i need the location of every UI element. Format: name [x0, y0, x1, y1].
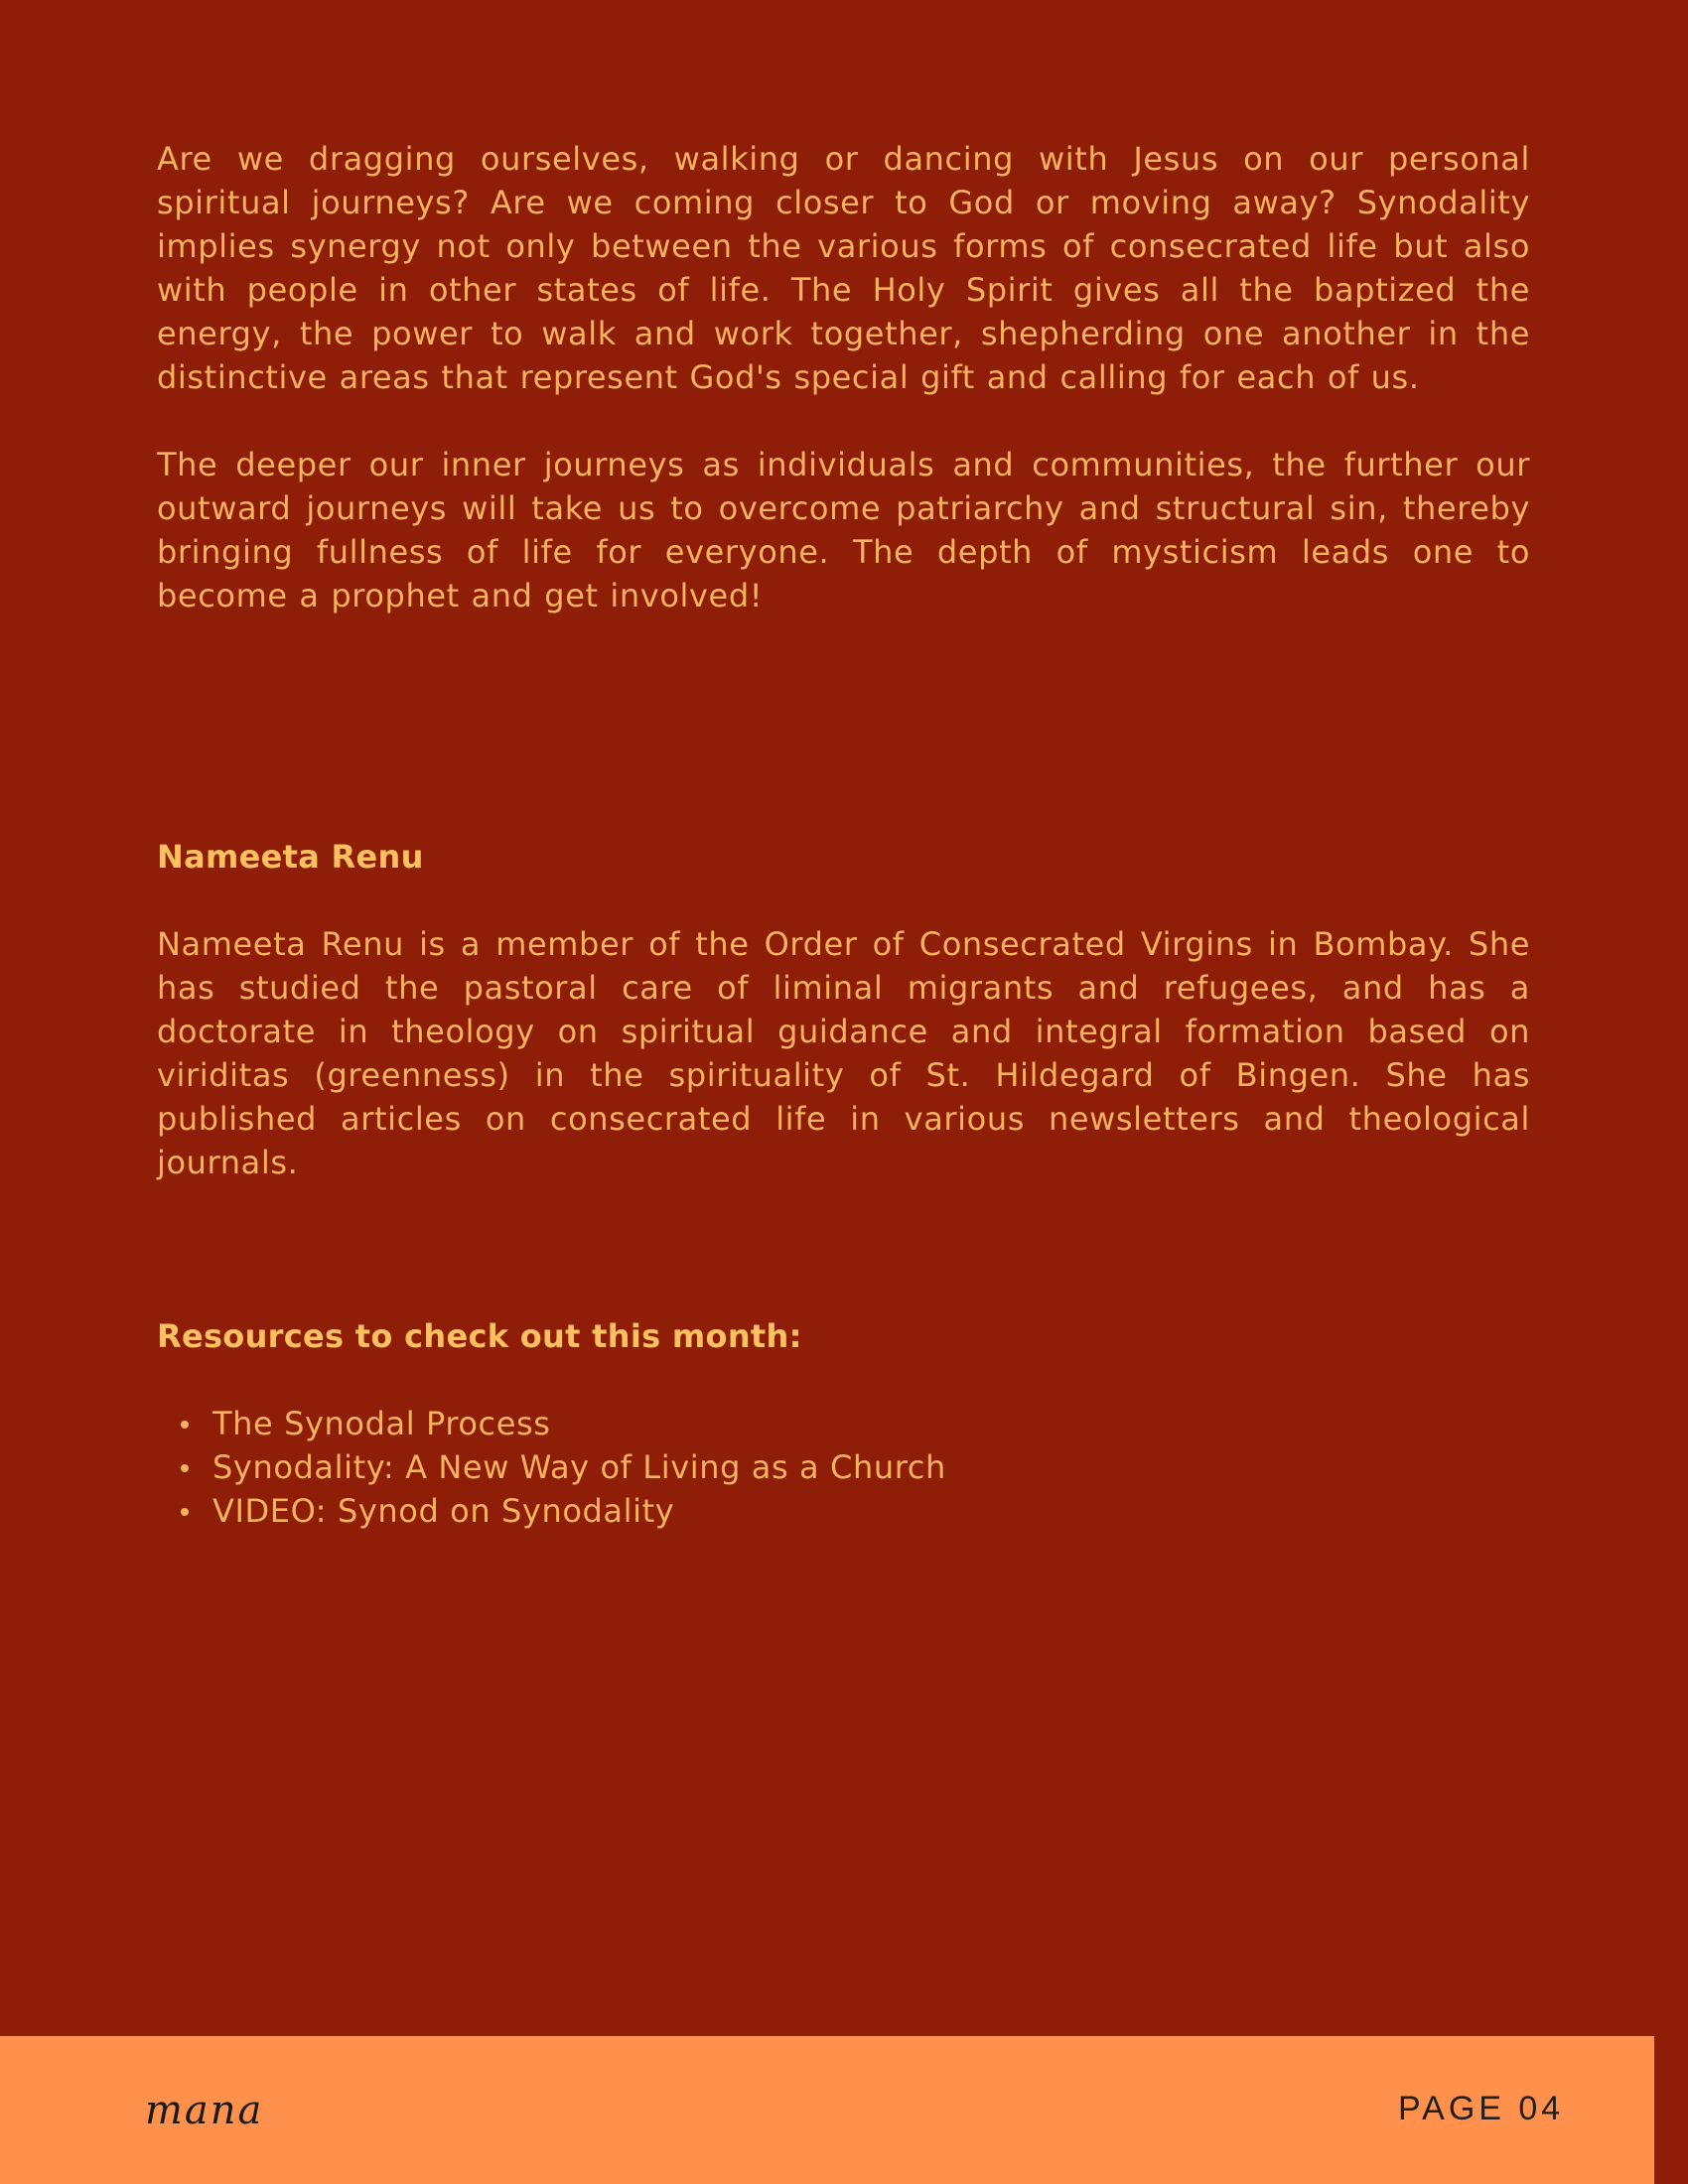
author-bio: Nameeta Renu is a member of the Order of Consecrated Virgins in Bombay. She has studied the pastoral care of liminal migrants and refugees, and has a doctorate in theology on spiritual guidance and integral formation based on viriditas (greenness) in the spirituality of St. Hildegard of Bingen. She has published articles on consecrated life in various newsletters and theological journals. — [157, 925, 1530, 1181]
second-paragraph: The deeper our inner journeys as individuals and communities, the further our outward journeys will take us to overcome patriarchy and structural sin, thereby bringing fullness of life for everyone. The depth of mysticism leads one to become a prophet and get involved! — [157, 446, 1530, 614]
footer-band — [0, 2036, 1654, 2184]
author-name-heading: Nameeta Renu — [157, 838, 424, 876]
resource-link-video-synod[interactable]: VIDEO: Synod on Synodality — [212, 1489, 1530, 1533]
resource-link-new-way-living[interactable]: Synodality: A New Way of Living as a Church — [212, 1445, 1530, 1489]
mana-logo: mana — [145, 2088, 264, 2133]
resources-list — [157, 1402, 1530, 1533]
page-number: PAGE 04 — [1398, 2090, 1565, 2127]
intro-paragraph: Are we dragging ourselves, walking or dancing with Jesus on our personal spiritual journeys? Are we coming closer to God or moving away? Synodality implies synergy not only between the various forms of consecrated life but also with people in other states of life. The Holy Spirit gives all the baptized the energy, the power to walk and work together, shepherding one another in the distinctive areas that represent God's special gift and calling for each of us. — [157, 140, 1530, 396]
resource-link-synodal-process[interactable]: The Synodal Process — [212, 1402, 1530, 1445]
footer-edge-strip — [1654, 2036, 1688, 2184]
resources-heading: Resources to check out this month: — [157, 1317, 802, 1355]
page-content — [157, 137, 1530, 1533]
